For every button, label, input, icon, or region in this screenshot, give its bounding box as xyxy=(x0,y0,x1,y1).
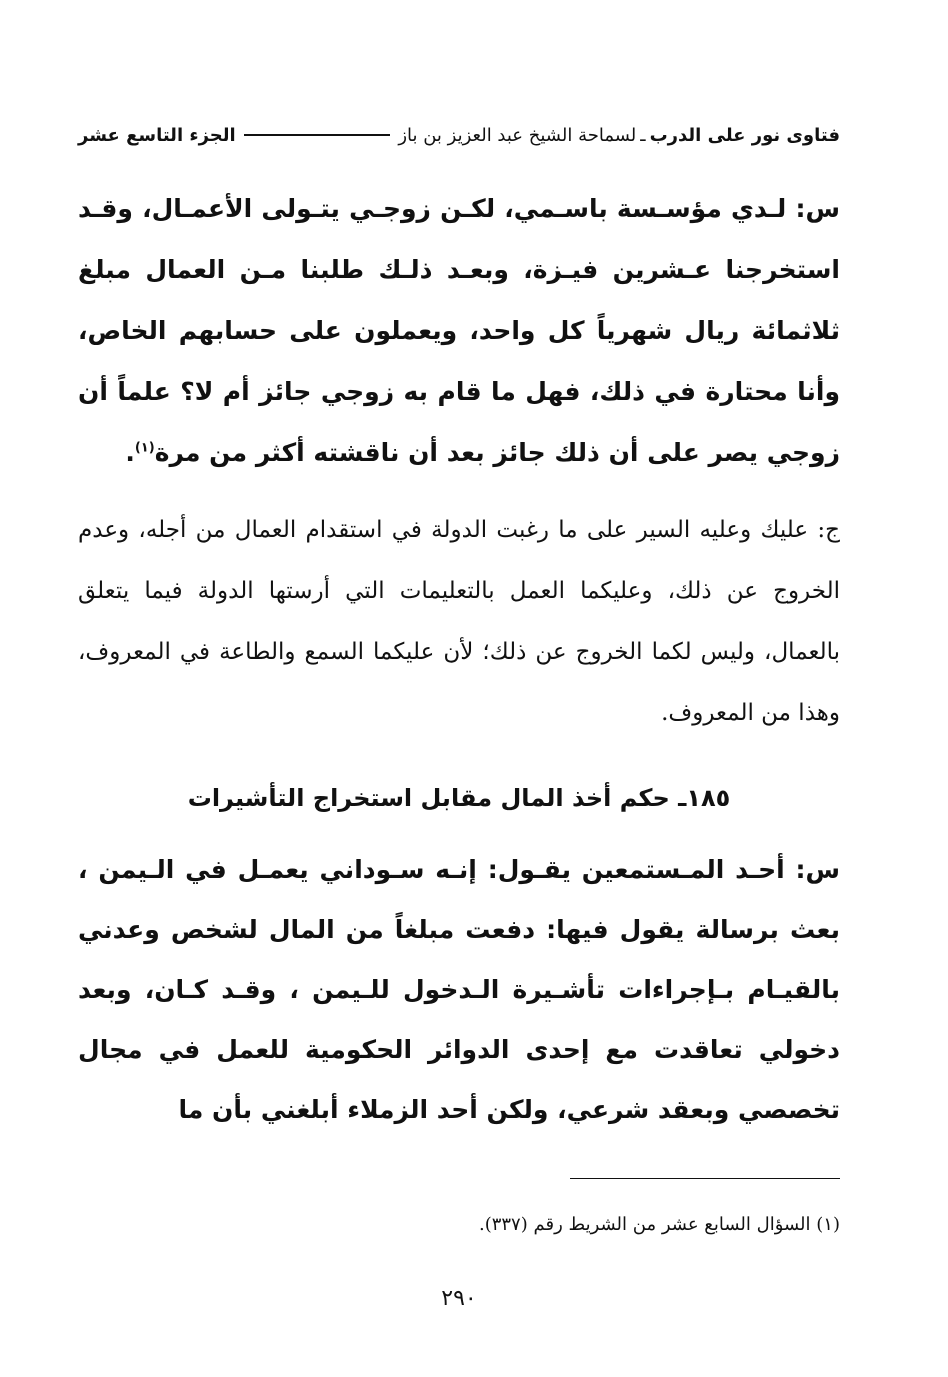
header-volume: الجزء التاسع عشر xyxy=(78,124,236,146)
question-1-end: . xyxy=(125,438,135,467)
header-rule xyxy=(244,134,391,136)
footnote-divider xyxy=(570,1178,840,1179)
section-heading: ١٨٥ـ حكم أخذ المال مقابل استخراج التأشيرات xyxy=(187,784,731,812)
answer-1 xyxy=(78,500,840,744)
header-author: لسماحة الشيخ عبد العزيز بن باز xyxy=(398,124,637,146)
footnote-marker: (١) xyxy=(134,440,155,456)
page-number: ٢٩٠ xyxy=(441,1286,477,1311)
question-2 xyxy=(78,840,840,1140)
question-1-text: س: لـدي مؤسـسة باسـمي، لكـن زوجـي يتـولى الأعمـال، وقـد استخرجنا عـشرين فيـزة، وبعـد ذلـك طلبنا مـن العمال مبلغ ثلاثمائة ريال شهرياً كل واحد، ويعملون على حسابهم الخاص، وأنا محتارة في ذلك، فهل ما قام به زوجي جائز أم لا؟ علماً أن زوجي يصر على أن ذلك جائز بعد أن ناقشته أكثر من مرة xyxy=(78,194,840,467)
running-header xyxy=(78,118,840,152)
footnote: (١) السؤال السابع عشر من الشريط رقم (٣٣٧). xyxy=(478,1214,840,1235)
question-1 xyxy=(78,178,840,483)
answer-1-text: ج: عليك وعليه السير على ما رغبت الدولة في استقدام العمال من أجله، وعدم الخروج عن ذلك، وعليكما العمل بالتعليمات التي أرستها الدولة فيما يتعلق بالعمال، وليس لكما الخروج عن ذلك؛ لأن عليكما السمع والطاعة في المعروف، وهذا من المعروف. xyxy=(78,517,840,726)
book-page xyxy=(78,0,840,1377)
header-separator: ـ xyxy=(640,124,646,146)
question-2-text: س: أحـد المـستمعين يقـول: إنـه سـوداني يعمـل في الـيمن ، بعث برسالة يقول فيها: دفعت مبلغاً من المال لشخص وعدني بالقيـام بـإجراءات تأشـيرة الـدخول للـيمن ، وقـد كـان، وبعد دخولي تعاقدت مع إحدى الدوائر الحكومية للعمل في مجال تخصصي وبعقد شرعي، ولكن أحد الزملاء أبلغني بأن ما xyxy=(78,855,840,1124)
header-book-title: فتاوى نور على الدرب xyxy=(649,124,840,146)
